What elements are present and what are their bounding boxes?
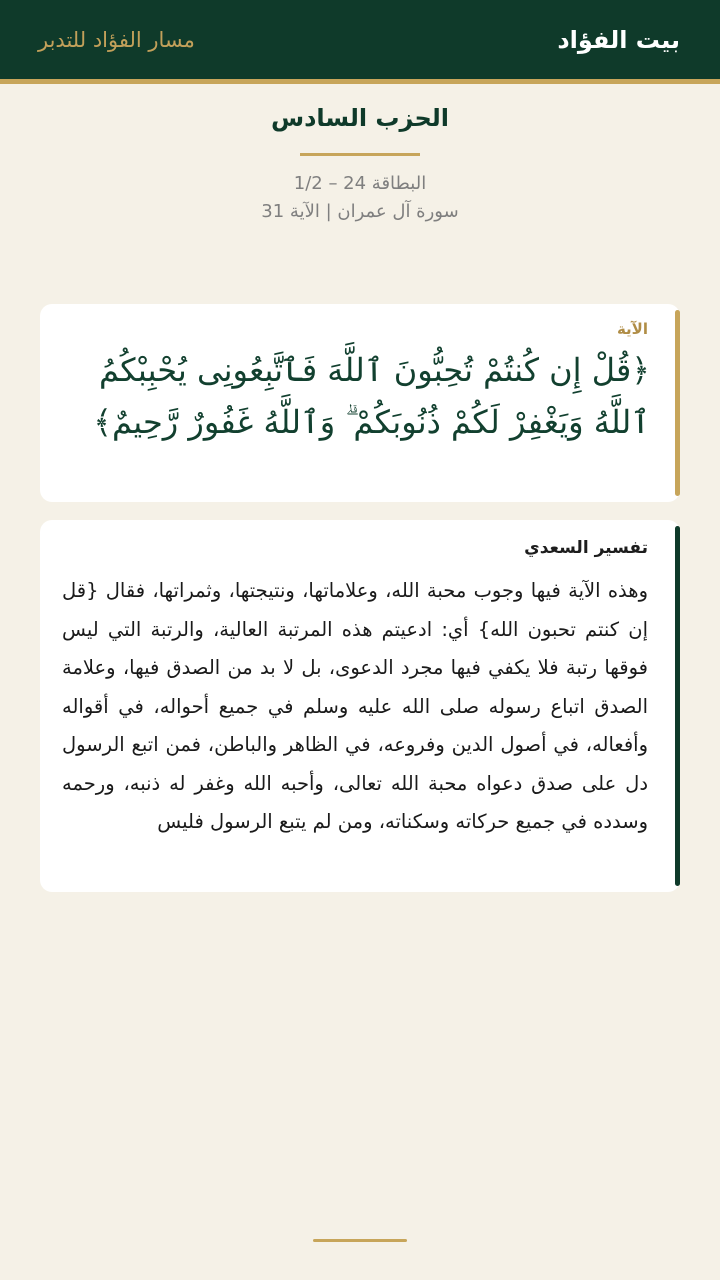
app-subtitle: مسار الفؤاد للتدبر [38, 28, 195, 52]
tafsir-card [40, 520, 680, 892]
tafsir-accent-bar [675, 526, 680, 886]
card-info [0, 170, 720, 226]
home-indicator[interactable] [313, 1239, 407, 1242]
verse-accent-bar [675, 310, 680, 496]
app-header [0, 0, 720, 84]
card-number: البطاقة 24 – 1/2 [293, 173, 427, 194]
section-title: الحزب السادس [270, 104, 450, 132]
verse-text: ﴿قُلْ إِن كُنتُمْ تُحِبُّونَ ٱللَّهَ فَٱتَّبِعُونِى يُحْبِبْكُمُ ٱللَّهُ وَيَغْفِرْ لَكُمْ ذُنُوبَكُمْ ۗ وَٱللَّهُ غَفُورٌ رَّحِيمٌ﴾ [93, 351, 650, 441]
verse-card [40, 304, 680, 502]
tafsir-text: وهذه الآية فيها وجوب محبة الله، وعلاماتها، ونتيجتها، وثمراتها، فقال {قل إن كنتم تحبون الله} أي: ادعيتم هذه المرتبة العالية، والرتبة التي ليس فوقها رتبة فلا يكفي فيها مجرد الدعوى، بل لا بد من الصدق فيها، وعلامة الصدق اتباع رسوله صلى الله عليه وسلم في جميع أحواله، في أقواله وأفعاله، في أصول الدين وفروعه، في الظاهر والباطن، فمن اتبع الرسول دل على صدق دعواه محبة الله تعالى، وأحبه الله وغفر له ذنبه، ورحمه وسدده في جميع حركاته وسكناته، ومن لم يتبع الرسول فليس [62, 579, 648, 833]
verse-label: الآية [616, 320, 648, 338]
app-title: بيت الفؤاد [557, 26, 680, 54]
tafsir-label: تفسير السعدي [524, 538, 648, 558]
verse-reference: سورة آل عمران | الآية 31 [261, 201, 459, 222]
title-divider [300, 153, 420, 156]
